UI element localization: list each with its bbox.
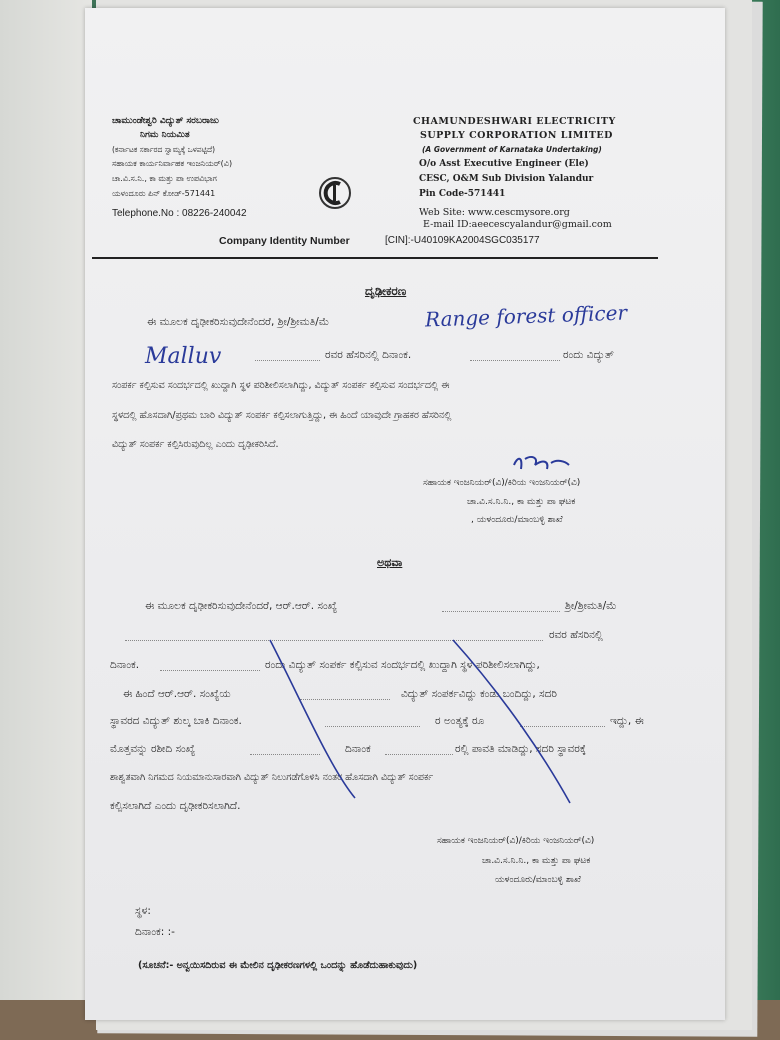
alt-sign2: ಚಾ.ವಿ.ಸ.ನಿ.ನಿ., ಕಾ ಮತ್ತು ಪಾ ಘಟಕ: [482, 856, 591, 866]
alt-line6-a: ಮೊತ್ತವನ್ನು ರಶೀದಿ ಸಂಖ್ಯೆ: [110, 743, 196, 755]
en-org-line1: CHAMUNDESHWARI ELECTRICITY: [413, 116, 616, 127]
alt-line4-a: ಈ ಹಿಂದೆ ಆರ್.ಆರ್. ಸಂಖ್ಯೆಯ: [123, 688, 231, 700]
en-org-line2: SUPPLY CORPORATION LIMITED: [420, 130, 613, 141]
alt-line2-end: ರವರ ಹೆಸರಿನಲ್ಲಿ: [549, 629, 603, 641]
alt-line5-a: ಸ್ಥಾವರದ ವಿದ್ಯುತ್ ಶುಲ್ಕ ಬಾಕಿ ದಿನಾಂಕ.: [110, 715, 242, 727]
place-label: ಸ್ಥಳ:: [135, 905, 151, 917]
alt-sign3: ಯಳಂದೂರು/ಮಾಂಬಳ್ಳಿ ಶಾಖೆ: [495, 875, 581, 885]
kn-division: ಚಾ.ವಿ.ಸ.ನಿ., ಕಾ ಮತ್ತು ಪಾ ಉಪವಿಭಾಗ: [112, 174, 217, 183]
cin-label: Company Identity Number: [219, 235, 350, 247]
background-left: [0, 0, 92, 1040]
en-pin: Pin Code-571441: [419, 189, 506, 199]
cert-line4: ಸ್ಥಳದಲ್ಲಿ ಹೊಸದಾಗಿ/ಪ್ರಥಮ ಬಾರಿ ವಿದ್ಯುತ್ ಸಂಪರ್ಕ ಕಲ್ಪಿಸಲಾಗುತ್ತಿದ್ದು, ಈ ಹಿಂದೆ ಯಾವುದೇ ಗ್ರಾಹಕರ ಹೆಸರಿನಲ್ಲಿ: [112, 410, 452, 421]
kn-org-line1: ಚಾಮುಂಡೇಶ್ವರಿ ವಿದ್ಯುತ್ ಸರಬರಾಜು: [112, 116, 219, 126]
alt-line4-b: ವಿದ್ಯುತ್ ಸಂಪರ್ಕವಿದ್ದು ಕಂಡು ಬಂದಿದ್ದು, ಸದರಿ: [401, 688, 557, 700]
kn-govt: (ಕರ್ನಾಟಕ ಸರ್ಕಾರದ ಸ್ವಾಮ್ಯಕ್ಕೆ ಒಳಪಟ್ಟಿದೆ): [112, 145, 216, 154]
alt-line8: ಕಲ್ಪಿಸಲಾಗಿದೆ ಎಂದು ದೃಢೀಕರಿಸಲಾಗಿದೆ.: [110, 800, 241, 812]
alternative-title: ಅಥವಾ: [377, 556, 403, 569]
alt-line5-c: ಇದ್ದು, ಈ: [610, 715, 644, 727]
telephone: Telephone.No : 08226-240042: [112, 208, 247, 219]
cert-sign3: , ಯಳಂದೂರು/ಮಾಂಬಳ್ಳಿ ಶಾಖೆ: [471, 515, 563, 525]
website: Web Site: www.cescmysore.org: [419, 207, 570, 218]
cert-sign1: ಸಹಾಯಕ ಇಂಜನಿಯರ್(ವಿ)/ಕಿರಿಯ ಇಂಜನಿಯರ್(ವಿ): [423, 478, 581, 488]
cert-line3: ಸಂಪರ್ಕ ಕಲ್ಪಿಸುವ ಸಂದರ್ಭದಲ್ಲಿ ಖುದ್ದಾಗಿ ಸ್ಥಳ ಪರಿಶೀಲಿಸಲಾಗಿದ್ದು, ವಿದ್ಯುತ್ ಸಂಪರ್ಕ ಕಲ್ಪಿಸುವ ಸಂದರ್ಭದಲ್ಲಿ ಈ: [112, 380, 450, 391]
handwritten-name: Range forest officer: [424, 300, 628, 332]
certificate-title: ದೃಢೀಕರಣ: [365, 284, 407, 298]
cin-value: [CIN]:-U40109KA2004SGC035177: [385, 235, 540, 246]
alt-line1: ಈ ಮೂಲಕ ದೃಢೀಕರಿಸುವುದೇನೆಂದರೆ, ಆರ್.ಆರ್. ಸಂಖ್ಯೆ: [145, 600, 338, 612]
alt-sign1: ಸಹಾಯಕ ಇಂಜನಿಯರ್(ವಿ)/ಕಿರಿಯ ಇಂಜನಿಯರ್(ವಿ): [437, 836, 595, 846]
en-govt: (A Government of Karnataka Undertaking): [422, 145, 602, 154]
alt-line7: ಶಾಶ್ವತವಾಗಿ ನಿಗಮದ ನಿಯಮಾನುಸಾರವಾಗಿ ವಿದ್ಯುತ್ ನಿಲುಗಡೆಗೊಳಿಸಿ ನಂತರ ಹೊಸದಾಗಿ ವಿದ್ಯುತ್ ಸಂಪರ್ಕ: [110, 772, 434, 783]
alt-line1-end: ಶ್ರೀ/ಶ್ರೀಮತಿ/ಮೆ: [565, 600, 617, 612]
cert-line2: ರವರ ಹೆಸರಿನಲ್ಲಿ ದಿನಾಂಕ.: [325, 349, 412, 361]
handwritten-place: Malluv: [145, 344, 222, 369]
cert-sign2: ಚಾ.ವಿ.ಸ.ನಿ.ನಿ., ಕಾ ಮತ್ತು ಪಾ ಘಟಕ: [467, 497, 576, 507]
alt-line3-a: ದಿನಾಂಕ.: [110, 659, 140, 671]
en-office: O/o Asst Executive Engineer (Ele): [419, 159, 589, 169]
alt-line3-b: ರಂದು ವಿದ್ಯುತ್ ಸಂಪರ್ಕ ಕಲ್ಪಿಸುವ ಸಂದರ್ಭದಲ್ಲಿ ಖುದ್ದಾಗಿ ಸ್ಥಳ ಪರಿಶೀಲಿಸಲಾಗಿದ್ದು,: [265, 659, 540, 671]
en-division: CESC, O&M Sub Division Yalandur: [419, 174, 594, 184]
email: E-mail ID:aeecescyalandur@gmail.com: [423, 219, 612, 230]
kn-org-line2: ನಿಗಮ ನಿಯಮಿತ: [140, 130, 190, 140]
kn-pin: ಯಳಂದೂರು ಪಿನ್ ಕೋಡ್-571441: [112, 189, 216, 198]
date-label: ದಿನಾಂಕ: :-: [135, 926, 175, 938]
alt-line6-c: ರಲ್ಲಿ ಪಾವತಿ ಮಾಡಿದ್ದು, ಸದರಿ ಸ್ಥಾವರಕ್ಕೆ: [455, 743, 586, 755]
alt-line5-b: ರ ಅಂತ್ಯಕ್ಕೆ ರೂ: [435, 715, 485, 727]
cert-line2-end: ರಂದು ವಿದ್ಯುತ್: [563, 349, 614, 361]
kn-office: ಸಹಾಯಕ ಕಾರ್ಯನಿರ್ವಾಹಕ ಇಂಜನಿಯರ್(ವಿ): [112, 159, 233, 168]
alt-line6-b: ದಿನಾಂಕ: [345, 743, 371, 755]
note: (ಸೂಚನೆ:- ಅನ್ವಯಿಸದಿರುವ ಈ ಮೇಲಿನ ದೃಢೀಕರಣಗಳಲ್ಲಿ ಒಂದನ್ನು ಹೊಡೆದುಹಾಕುವುದು): [138, 960, 418, 971]
cert-line1: ಈ ಮೂಲಕ ದೃಢೀಕರಿಸುವುದೇನೆಂದರೆ, ಶ್ರೀ/ಶ್ರೀಮತಿ/ಮೆ: [147, 316, 330, 328]
strike-through-marks: [85, 8, 725, 1020]
certificate-page: [85, 8, 725, 1020]
cert-line5: ವಿದ್ಯುತ್ ಸಂಪರ್ಕ ಕಲ್ಪಿಸಿರುವುದಿಲ್ಲ ಎಂದು ದೃಢೀಕರಿಸಿದೆ.: [112, 439, 279, 450]
